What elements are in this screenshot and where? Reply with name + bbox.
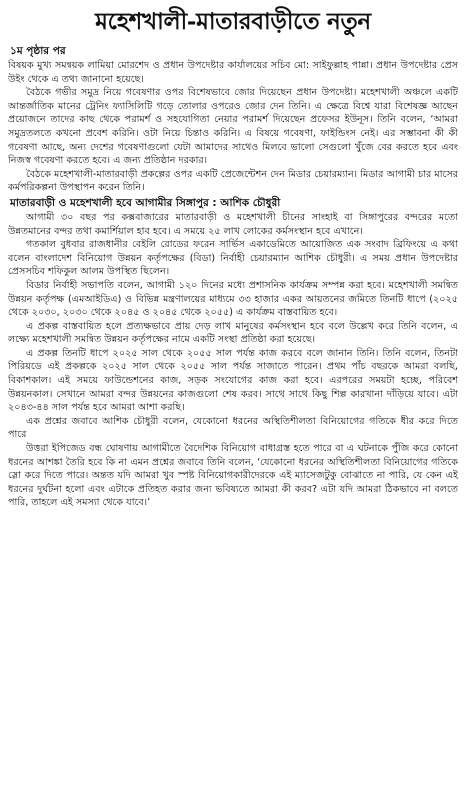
headline: মহেশখালী-মাতারবাড়ীতে নতুন bbox=[95, 8, 371, 35]
paragraph: গতকাল বুধবার রাজধানীর বেইলি রোডের ফরেন সার্ভিস একাডেমিতে আয়োজিত এক সংবাদ ব্রিফিংয়ে এ কথা বলেন বাংলাদেশ বিনিয়োগ উন্নয়ন কর্তৃপক্ষের (বিডা) নির্বাহী চেয়ারম্যান আশিক চৌধুরী। এ সময় প্রধান উপদেষ্টার প্রেসসচিব শফিকুল আলম উপস্থিত ছিলেন। bbox=[8, 239, 458, 278]
paragraph: এ প্রকল্প তিনটি ধাপে ২০২৫ সাল থেকে ২০৫৫ সাল পর্যন্ত কাজ করবে বলে জানান তিনি। তিনি বলেন, তিনটা পিরিয়ডে এই প্রকল্পকে ২০২৫ সাল থেকে ২০৫৫ সাল পর্যন্ত সাজাতে পারেন। প্রথম পাঁচ বছরকে আমরা বলছি, বিকাশকাল। এই সময়ে ফাউন্ডেশনের কাজ, সড়ক সংযোগের কাজ করা হবে। এরপরের সময়টা হচ্ছে, পরিবেশ উন্নয়নকাল। সেখানে আমরা বন্দর উন্নয়নের কাজগুলো শেষ করব। সাথে সাথে কিছু শিল্প কারখানা দাঁড়িয়ে যাবে। এটা ২০৪৩-৪৪ সাল পর্যন্ত হবে আমরা আশা করছি। bbox=[8, 347, 458, 414]
paragraph: এ প্রকল্প বাস্তবায়িত হলে প্রত্যক্ষভাবে প্রায় দেড় লাখ মানুষের কর্মসংস্থান হবে বলে উল্লেখ করে তিনি বলেন, এ লক্ষ্যে মহেশখালী সমন্বিত উন্নয়ন কর্তৃপক্ষের নামে একটি সংস্থা প্রতিষ্ঠা করা হয়েছে। bbox=[8, 320, 458, 346]
paragraph: বিডার নির্বাহী সভাপতি বলেন, আগামী ১২০ দিনের মধ্যে প্রশাসনিক কার্যক্রম সম্পন্ন করা হবে। মহেশখালী সমন্বিত উন্নয়ন কর্তৃপক্ষ (এমআইডিএ) ও বিভিন্ন মন্ত্রণালয়ের মাধ্যমে ৩৩ হাজার একর আয়তনের জমিতে তিনটি ধাপে (২০২৫ থেকে ২০৩০, ২০৩০ থেকে ২০৪৫ ও ২০৪৫ থেকে ২০৫৫) এ কার্যক্রম বাস্তবায়িত হবে। bbox=[8, 279, 458, 319]
paragraph: বৈঠকে মহেশখালী-মাতারবাড়ী প্রকল্পের ওপর একটি প্রেজেন্টেশন দেন মিডার চেয়ারম্যান। মিডার আগামী চার মাসের কর্মপরিকল্পনা উপস্থাপন করেন তিনি। bbox=[8, 168, 458, 194]
paragraph: বৈঠকে গভীর সমুদ্র নিয়ে গবেষণার ওপর বিশেষভাবে জোর দিয়েছেন প্রধান উপদেষ্টা। মহেশখালী অঞ্চলে একটি আন্তর্জাতিক মানের ট্রেনিং ফ্যাসিলিটি গড়ে তোলার ওপরেও জোর দেন তিনি। এ ক্ষেত্রে বিশ্বে যারা বিশেষজ্ঞ আছেন প্রয়োজনে তাদের কাছ থেকে পরামর্শ ও সহযোগিতা নেয়ার পরামর্শ দিয়েছেন প্রফেসর ইউনূস। তিনি বলেন, ‘আমরা সমুদ্রতলতে কখনো প্রবেশ করিনি। ওটা নিয়ে চিন্তাও করিনি। এ বিষয়ে গবেষণা, ফাইন্ডিংস নেই। এর সম্ভাবনা কী কী গবেষণা আছে, অন্য দেশের গবেষণাগুলো যেটা আমাদের সাথেও মিলবে ভালো সেগুলো খুঁজে বের করতে হবে এবং নিজস্ব গবেষণা করতে হবে। এ জন্য প্রতিষ্ঠান দরকার। bbox=[8, 87, 458, 167]
paragraph: উত্তরা ইপিজেড বন্ধ ঘোষণায় আগামীতে বৈদেশিক বিনিয়োগ বাধাগ্রস্ত হতে পারে বা এ ঘটনাকে পুঁজি করে কোনো ধরনের আশঙ্কা তৈরি হবে কি না এমন প্রশ্নের জবাবে তিনি বলেন, ‘যেকোনো ধরনের অস্থিতিশীলতা বিনিয়োগের গতিকে স্লো করে দিতে পারে। অন্তত যদি আমরা খুব স্পষ্ট বিনিয়োগকারীদেরকে এই ম্যাসেজটুকু বোঝাতে না পারি, যে কেন এই ধরনের দুর্ঘটনা হলো এবং এটাকে প্রতিহত করার জন্য ভবিষ্যতে আমরা কী করব? এটা যদি আমরা ঠিকভাবে না বলতে পারি, তাহলে এই সমস্যা থেকে যাবে।’ bbox=[8, 443, 458, 509]
continuation-label: ১ম পৃষ্ঠার পর bbox=[10, 45, 66, 57]
paragraph: বিষয়ক মুখ্য সমন্বয়ক লামিয়া মোরশেদ ও প্রধান উপদেষ্টার কার্যালয়ের সচিব মো: সাইফুল্লাহ পান্না। প্রধান উপদেষ্টার প্রেস উইং থেকে এ তথ্য জানানো হয়েছে। bbox=[8, 60, 458, 85]
paragraph: এক প্রশ্নের জবাবে আশিক চৌধুরী বলেন, যেকোনো ধরনের অস্থিতিশীলতা বিনিয়োগের গতিকে ধীর করে দিতে পারে bbox=[8, 415, 458, 441]
subheading: মাতারবাড়ী ও মহেশখালী হবে আগামীর সিঙ্গাপুর : আশিক চৌধুরী bbox=[10, 196, 281, 209]
paragraph: আগামী ৩০ বছর পর কক্সবাজারের মাতারবাড়ী ও মহেশখালী চীনের সাংহাই বা সিঙ্গাপুরের বন্দরের মতো উন্নতমানের বন্দর তথা কমার্শিয়াল হাব হবে। এ সময়ে ২৫ লাখ লোকের কর্মসংস্থান হবে এখানে। bbox=[8, 211, 458, 237]
